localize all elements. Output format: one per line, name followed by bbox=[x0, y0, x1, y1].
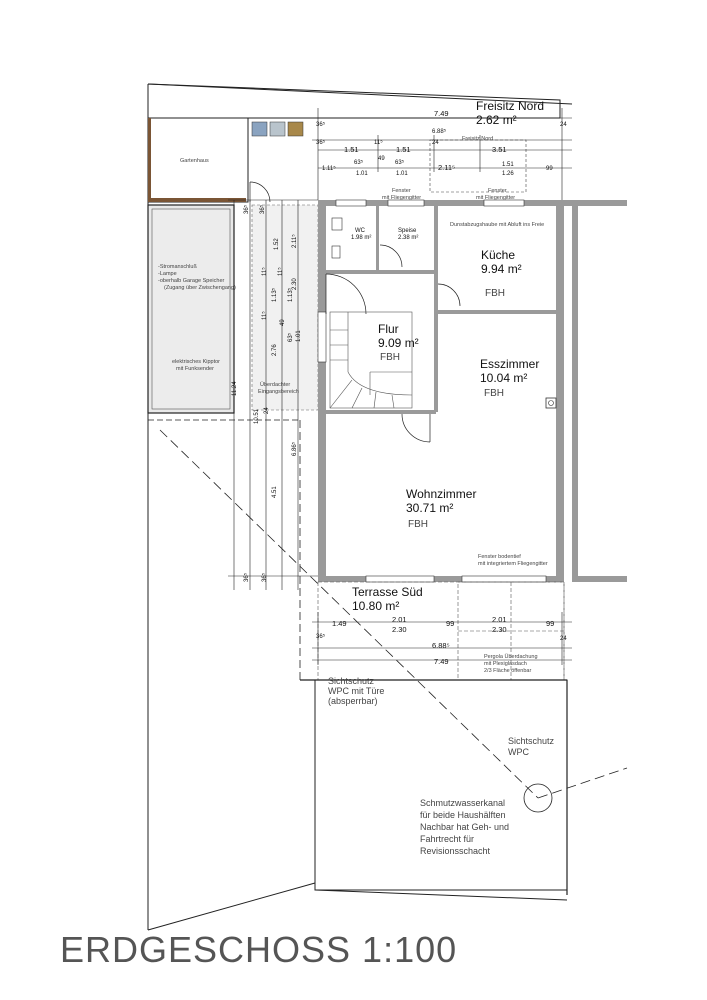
garage-inner bbox=[152, 209, 230, 409]
flur-area: 9.09 m² bbox=[378, 336, 419, 350]
flur-name: Flur bbox=[378, 322, 399, 336]
dim-bottom-230a: 2.30 bbox=[392, 625, 407, 634]
strom-note-1: -Stromanschluß bbox=[158, 264, 197, 270]
chimney bbox=[546, 398, 556, 408]
kueche-area: 9.94 m² bbox=[481, 262, 522, 276]
kanal-note-2: für beide Haushälften bbox=[420, 810, 506, 820]
kueche-floor: FBH bbox=[485, 288, 505, 299]
gartenhaus-label: Gartenhaus bbox=[180, 158, 209, 164]
dim-left-1051: 10.51 bbox=[254, 408, 260, 424]
dim-left-113a: 1.13⁵ bbox=[272, 287, 278, 302]
dim-bottom-201a: 2.01 bbox=[392, 615, 407, 624]
dim-left-36a: 36⁵ bbox=[244, 204, 250, 214]
dim-left-115c: 11⁵ bbox=[262, 311, 268, 320]
wohnzimmer-area: 30.71 m² bbox=[406, 501, 454, 515]
dim-left-115a: 11⁵ bbox=[262, 267, 268, 276]
eingang-note-2: Eingangsbereich bbox=[258, 389, 299, 395]
esszimmer-name: Esszimmer bbox=[480, 357, 540, 371]
gartenhaus-wall-left bbox=[148, 118, 151, 202]
dim-top-24a: 24 bbox=[560, 122, 567, 128]
dim-left-1124: 11.24 bbox=[232, 381, 238, 396]
dim-left-49: 49 bbox=[280, 319, 286, 326]
fenster-bodentief-1: Fenster bodentief bbox=[478, 554, 521, 560]
dim-left-451: 4.51 bbox=[272, 486, 278, 498]
dim-left-276: 2.76 bbox=[272, 344, 278, 356]
dim-top-151c: 1.51 bbox=[502, 162, 514, 168]
dim-left-2115: 2.11⁵ bbox=[292, 234, 298, 248]
dim-top-63b: 63⁵ bbox=[395, 160, 405, 166]
top-dimension-lines bbox=[312, 108, 572, 200]
kanal-note-3: Nachbar hat Geh- und bbox=[420, 822, 510, 832]
sichtschutz-1-line-1: Sichtschutz bbox=[328, 676, 375, 686]
dim-bottom-99a: 99 bbox=[446, 619, 455, 628]
dim-left-63: 63⁵ bbox=[288, 332, 294, 342]
dim-left-36b: 36⁵ bbox=[260, 204, 266, 214]
terrasse-area: 10.80 m² bbox=[352, 599, 400, 613]
dim-bottom-230b: 2.30 bbox=[492, 625, 507, 634]
dim-left-152: 1.52 bbox=[274, 238, 280, 250]
dim-top-24b: 24 bbox=[432, 140, 439, 146]
sewer-line-a bbox=[160, 430, 538, 798]
garden-diag-bottom bbox=[315, 890, 567, 900]
sink bbox=[332, 246, 340, 258]
kanal-note-4: Fahrtrecht für bbox=[420, 834, 475, 844]
dim-left-101: 1.01 bbox=[296, 330, 302, 342]
dim-left-686: 6.86⁵ bbox=[292, 441, 298, 456]
dunst-note: Dunstabzugshaube mit Abluft ins Freie bbox=[450, 222, 545, 228]
strom-note-3: -oberhalb Garage Speicher bbox=[158, 278, 225, 284]
dim-bottom-36: 36⁵ bbox=[316, 634, 326, 640]
dim-top-126: 1.26 bbox=[502, 171, 514, 177]
dim-left-113b: 1.13⁵ bbox=[288, 287, 294, 302]
pergola-note-3: 2/3 Fläche öffenbar bbox=[484, 668, 532, 674]
house-walls bbox=[318, 200, 572, 582]
sichtschutz-2-line-1: Sichtschutz bbox=[508, 736, 555, 746]
fenster-left-1: Fenster bbox=[392, 188, 411, 194]
speise-area: 2.38 m² bbox=[398, 235, 419, 241]
dim-left-36c: 36⁵ bbox=[244, 572, 250, 582]
strom-note-2: -Lampe bbox=[158, 271, 177, 277]
esszimmer-floor: FBH bbox=[484, 388, 504, 399]
dim-top-2115: 2.11⁵ bbox=[438, 163, 456, 172]
dim-top-36a: 36⁵ bbox=[316, 122, 326, 128]
dim-bottom-201b: 2.01 bbox=[492, 615, 507, 624]
dim-top-49: 49 bbox=[378, 156, 385, 162]
dim-top-749: 7.49 bbox=[434, 109, 449, 118]
dim-bottom-749: 7.49 bbox=[434, 657, 449, 666]
dim-bottom-99b: 99 bbox=[546, 619, 555, 628]
freisitz-name: Freisitz Nord bbox=[476, 99, 545, 113]
speise-name: Speise bbox=[398, 228, 417, 234]
dim-top-151b: 1.51 bbox=[396, 145, 411, 154]
strom-note-4: (Zugang über Zwischengang) bbox=[164, 285, 236, 291]
dim-top-36b: 36⁵ bbox=[316, 140, 326, 146]
dim-top-351: 3.51 bbox=[492, 145, 507, 154]
wc-name: WC bbox=[355, 228, 365, 234]
wohnzimmer-floor: FBH bbox=[408, 519, 428, 530]
plan-title: ERDGESCHOSS 1:100 bbox=[60, 929, 458, 970]
kipptor-note-2: mit Funksender bbox=[176, 366, 214, 372]
dim-left-230: 2.30 bbox=[292, 278, 298, 290]
terrasse-name: Terrasse Süd bbox=[352, 585, 423, 599]
garden-fence bbox=[315, 680, 567, 890]
toilet bbox=[332, 218, 342, 230]
dim-top-151a: 1.51 bbox=[344, 145, 359, 154]
dim-top-115: 11⁵ bbox=[374, 140, 383, 146]
freisitz-small-label: Freisitz Nord bbox=[462, 136, 494, 142]
fenster-bodentief-2: mit integriertem Fliegengitter bbox=[478, 561, 548, 567]
dim-bottom-24: 24 bbox=[560, 636, 567, 642]
dim-bottom-688: 6.88⁵ bbox=[432, 641, 450, 650]
kanal-note-1: Schmutzwasserkanal bbox=[420, 798, 506, 808]
wc-area: 1.98 m² bbox=[351, 235, 372, 241]
dim-top-688: 6.88⁵ bbox=[432, 129, 447, 135]
wohnzimmer-name: Wohnzimmer bbox=[406, 487, 477, 501]
tiles bbox=[252, 122, 303, 136]
kanal-note-5: Revisionsschacht bbox=[420, 846, 491, 856]
covered-entry bbox=[252, 205, 318, 410]
dim-left-115b: 11⁵ bbox=[278, 267, 284, 276]
kueche-name: Küche bbox=[481, 248, 516, 262]
fenster-right-1: Fenster bbox=[488, 188, 507, 194]
pergola-note-1: Pergola Überdachung bbox=[484, 654, 538, 660]
kipptor-note-1: elektrisches Kipptor bbox=[172, 359, 220, 365]
freisitz-area-label: 2.62 m² bbox=[476, 113, 517, 127]
dim-left-24: 24 bbox=[264, 407, 270, 414]
pergola-note-2: mit Plexiglasdach bbox=[484, 661, 527, 667]
fenster-left-2: mit Fliegengitter bbox=[382, 195, 422, 201]
sichtschutz-1-line-3: (absperrbar) bbox=[328, 696, 378, 706]
dim-top-101a: 1.01 bbox=[356, 171, 368, 177]
dim-bottom-149: 1.49 bbox=[332, 619, 347, 628]
neighbour-walls bbox=[572, 200, 627, 582]
gartenhaus-door-arc bbox=[250, 182, 270, 202]
dim-top-1115: 1.11⁵ bbox=[322, 166, 336, 172]
property-boundary-south bbox=[148, 883, 315, 930]
dim-left-36d: 36⁵ bbox=[262, 572, 268, 582]
dim-top-101b: 1.01 bbox=[396, 171, 408, 177]
esszimmer-area: 10.04 m² bbox=[480, 371, 528, 385]
sichtschutz-1-line-2: WPC mit Türe bbox=[328, 686, 385, 696]
sichtschutz-2-line-2: WPC bbox=[508, 747, 529, 757]
flur-floor: FBH bbox=[380, 352, 400, 363]
fenster-right-2: mit Fliegengitter bbox=[476, 195, 516, 201]
dim-top-63a: 63⁵ bbox=[354, 160, 364, 166]
eingang-note-1: Überdachter bbox=[260, 382, 291, 388]
dim-top-99: 99 bbox=[546, 166, 553, 172]
